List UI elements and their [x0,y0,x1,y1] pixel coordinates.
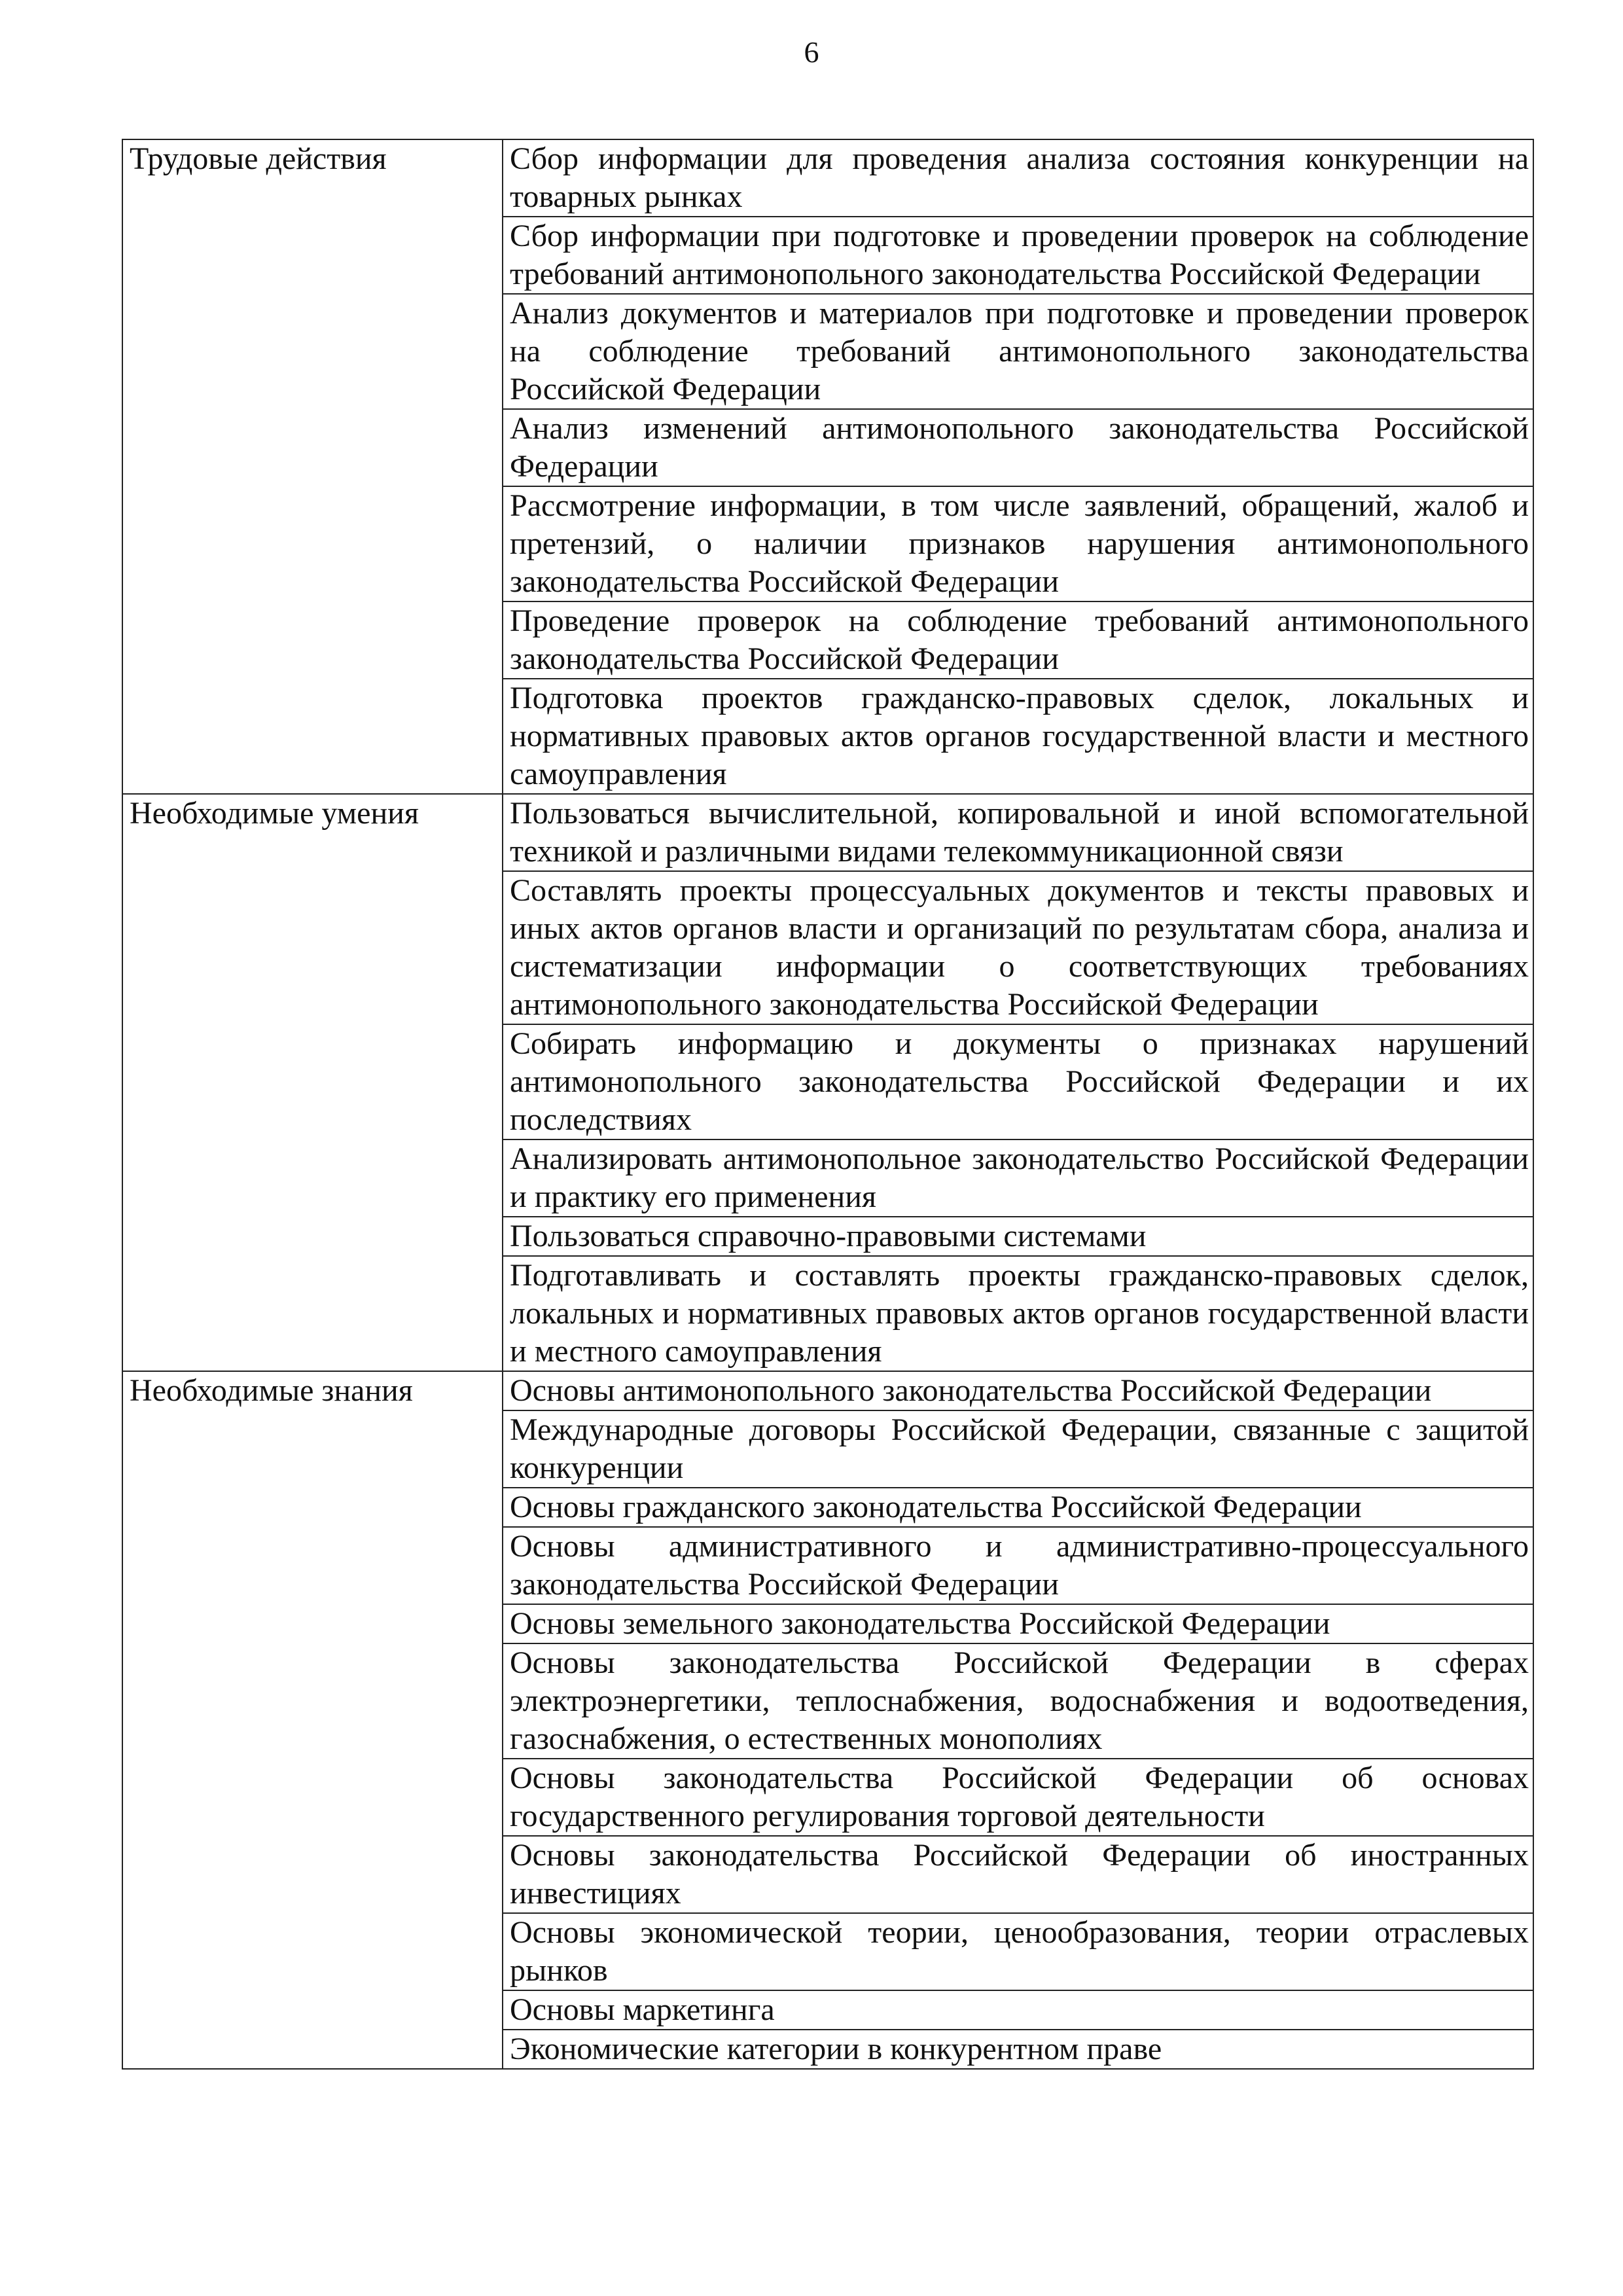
section-label: Трудовые действия [122,139,503,794]
table-cell: Основы административного и административно-процессуального законодательства Российской Федерации [503,1527,1533,1604]
table-body [122,139,1533,2069]
table-cell: Составлять проекты процессуальных документов и тексты правовых и иных актов органов власти и организаций по результатам сбора, анализа и систематизации информации о соответствующих требованиях антимонопольного законодательства Российской Федерации [503,871,1533,1024]
table-row [122,794,1533,871]
table-cell: Проведение проверок на соблюдение требований антимонопольного законодательства Российской Федерации [503,601,1533,679]
table-cell: Сбор информации для проведения анализа состояния конкуренции на товарных рынках [503,139,1533,217]
table-cell: Основы маркетинга [503,1990,1533,2030]
table-cell: Пользоваться вычислительной, копировальной и иной вспомогательной техникой и различными видами телекоммуникационной связи [503,794,1533,871]
table-cell: Основы законодательства Российской Федерации об основах государственного регулирования торговой деятельности [503,1759,1533,1836]
table-cell: Сбор информации при подготовке и проведении проверок на соблюдение требований антимонопольного законодательства Российской Федерации [503,217,1533,294]
table-cell: Международные договоры Российской Федерации, связанные с защитой конкуренции [503,1410,1533,1488]
page-number: 6 [804,35,819,69]
section-label: Необходимые знания [122,1371,503,2069]
table-cell: Подготавливать и составлять проекты гражданско-правовых сделок, локальных и нормативных правовых актов органов государственной власти и местного самоуправления [503,1256,1533,1371]
table-cell: Собирать информацию и документы о признаках нарушений антимонопольного законодательства Российской Федерации и их последствиях [503,1024,1533,1139]
table-cell: Основы экономической теории, ценообразования, теории отраслевых рынков [503,1913,1533,1990]
table-cell: Основы гражданского законодательства Российской Федерации [503,1488,1533,1527]
table-row [122,1371,1533,1410]
table-cell: Основы земельного законодательства Российской Федерации [503,1604,1533,1643]
table-cell: Анализ документов и материалов при подготовке и проведении проверок на соблюдение требований антимонопольного законодательства Российской Федерации [503,294,1533,409]
table-cell: Основы антимонопольного законодательства Российской Федерации [503,1371,1533,1410]
table-cell: Пользоваться справочно-правовыми системами [503,1217,1533,1256]
table-cell: Экономические категории в конкурентном праве [503,2030,1533,2069]
table-cell: Рассмотрение информации, в том числе заявлений, обращений, жалоб и претензий, о наличии признаков нарушения антимонопольного законодательства Российской Федерации [503,486,1533,601]
table-cell: Основы законодательства Российской Федерации об иностранных инвестициях [503,1836,1533,1913]
table-cell: Подготовка проектов гражданско-правовых сделок, локальных и нормативных правовых актов органов государственной власти и местного самоуправления [503,679,1533,794]
section-label: Необходимые умения [122,794,503,1371]
table-cell: Основы законодательства Российской Федерации в сферах электроэнергетики, теплоснабжения, водоснабжения и водоотведения, газоснабжения, о естественных монополиях [503,1643,1533,1759]
competency-table [122,139,1534,2070]
table-row [122,139,1533,217]
table-cell: Анализ изменений антимонопольного законодательства Российской Федерации [503,409,1533,486]
table-cell: Анализировать антимонопольное законодательство Российской Федерации и практику его применения [503,1139,1533,1217]
